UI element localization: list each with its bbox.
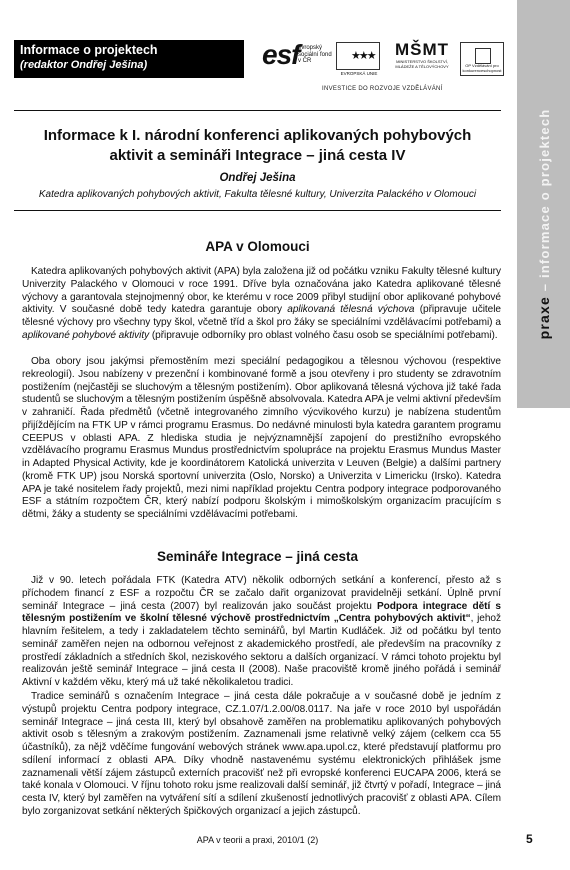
funding-logos <box>262 40 507 100</box>
msmt-logo: MŠMT MINISTERSTVO ŠKOLSTVÍ, MLÁDEŽE A TĚLOVÝCHOVY <box>394 40 450 69</box>
esf-logo: esf evropský sociální fond v ČR <box>262 39 332 70</box>
paragraph-seminare-2: Tradice seminářů s označením Integrace – jiná cesta dále pokračuje a v současné době je jedním z výstupů projektu Centra podpory integrace, CZ.1.07/1.2.00/08.0117. Na jaře v roce 2010 byl uspořádán seminář Integrace – jiná cesta III, který byl obsahově zaměřen na problematiku aplikovaných pohybových aktivit osob s tělesným a zrakovým postižením. Zaznamenali jsme relativně velký zájem (celkem cca 55 účastníků), za nějž vděčíme fungování webových stránek www.apa.upol.cz, které představují platformu pro sdílení informací z oblasti APA. Díky vhodně nastavenému systému elektronických přihlášek jsme zaznamenali větší zájem zástupců externích pracovišť než při evropské konferenci EUCAPA 2006, která se také konala v Olomouci. V říjnu tohoto roku jsme realizovali další seminář, již čtvrtý v pořadí, Integrace – jiná cesta IV, který byl zaměřen na vytváření sítí a sdílení zkušeností jednotlivých pracovišť z oblasti APA. Cílem bylo zorganizovat setkání některých špičkových organizací a jejich zástupců. <box>22 691 501 817</box>
section-side-tab <box>517 0 570 408</box>
section-header-box <box>14 40 244 78</box>
article-title: Informace k I. národní konferenci aplikovaných pohybových aktivit a semináři Integrace – jiná cesta IV <box>43 127 472 164</box>
journal-footer: APA v teorii a praxi, 2010/1 (2) <box>196 835 319 845</box>
section-header-editor: (redaktor Ondřej Ješina) <box>20 59 148 71</box>
investice-slogan: INVESTICE DO ROZVOJE VZDĚLÁVÁNÍ <box>322 86 443 92</box>
eu-logo: ★★★ EVROPSKÁ UNIE <box>336 42 382 76</box>
section-heading-apa: APA v Olomouci <box>205 239 310 254</box>
side-tab-label <box>536 109 552 340</box>
article-affiliation: Katedra aplikovaných pohybových aktivit, Fakulta tělesné kultury, Univerzita Palackého v Olomouci <box>38 189 477 200</box>
paragraph-seminare-1: Již v 90. letech pořádala FTK (Katedra ATV) několik odborných setkání a konferencí, přesto až s příchodem financí z ESF a rozpočtu ČR se začalo dařit organizovat pravidelněji setkání. Úplně první seminář Integrace – jiná cesta (2007) byl realizován jako součást projektu Podpora integrace dětí s tělesným postižením ve školní tělesné výchově prostřednictvím „Centra pohybových aktivit“, jehož hlavním řešitelem, a tedy i zakladatelem těchto seminářů, byl Martin Kudláček. Již od počátku byl tento seminář zaměřen nejen na odbornou veřejnost z akademického prostředí, ale především na pracovníky z prostředí základních a středních škol, neziskového sektoru a dalších organizací. V rámci tohoto projektu byl realizován ještě seminář Integrace – jiná cesta II (2008). Naše pracoviště kromě jiného pořádá i seminář Aktivní v každém věku, který má už také několikaletou tradici. <box>22 575 501 688</box>
side-tab-praxe: praxe <box>535 296 552 340</box>
title-divider <box>14 210 501 211</box>
section-header-title: Informace o projektech <box>20 43 158 57</box>
eu-flag-icon: ★★★ <box>336 42 380 70</box>
header-divider <box>14 110 501 111</box>
paragraph-apa-1: Katedra aplikovaných pohybových aktivit (APA) byla založena již od počátku vzniku Fakulty tělesné kultury Univerzity Palackého v Olomouci v roce 1991. Dříve byla označována jako Katedra aplikované tělesné výchovy a garantovala stejnojmenný obor, ke kterému v roce 2009 přibyl studijní obor aplikované pohybové aktivity. V současné době tedy katedra garantuje obory aplikovaná tělesná výchova (připravuje učitele tělesné výchovy pro všechny typy škol, včetně tříd a škol pro žáky se speciálními vzdělávacími potřebami) a aplikované pohybové aktivity (připravuje odborníky pro oblast volného času osob se speciálními potřebami). <box>22 266 501 341</box>
page-number: 5 <box>526 832 533 846</box>
op-vk-logo: OP Vzdělávání pro konkurenceschopnost <box>460 42 504 76</box>
paragraph-apa-2: Oba obory jsou jakýmsi přemostěním mezi speciální pedagogikou a tělesnou výchovou (respektive rekreologií). Jsou nabízeny v prezenční i kombinované formě a jsou otevřeny i pro studenty se zdravotním postižením (nejčastěji se sluchovým a tělesným postižením). Obor aplikovaná tělesná výchova již také řada studentů se sluchovým a tělesným postižením úspěšně absolvovala. Katedra APA je velmi aktivní především v zahraničí. Řada předmětů (včetně integrovaného zimního výcvikového kurzu) je nabízena studentům přijíždějícím na FTK UP v rámci programu Erasmus. Do nedávné minulosti byla katedra garantem programu CEEPUS v oblasti APA. Z hlediska studia je nejvýznamnější zapojení do prestižního evropského vzdělávacího programu Erasmus Mundus prostřednictvím spolupráce na projektu Erasmus Mundus Master in Adapted Physical Activity, kde je koordinátorem Katolická univerzita v Leuven (Belgie) a dalšími partnery (kromě FTK UP) jsou Norská sportovní univerzita (Oslo, Norsko) a Univerzita v Limericku (Irsko). Katedra APA je také nositelem řady projektů, mezi nimi například projektu Centra podpory integrace podporovaného ESF a státním rozpočtem ČR, který nabízí podporu školským i mimoškolským organizacím pracujícím s dětmi, žáky a studenty se speciálními vzdělávacími potřebami. <box>22 356 501 520</box>
op-square-icon <box>475 48 491 64</box>
side-tab-informace: – informace o projektech <box>536 108 552 297</box>
section-heading-seminare: Semináře Integrace – jiná cesta <box>156 549 359 564</box>
article-author: Ondřej Ješina <box>219 172 296 184</box>
